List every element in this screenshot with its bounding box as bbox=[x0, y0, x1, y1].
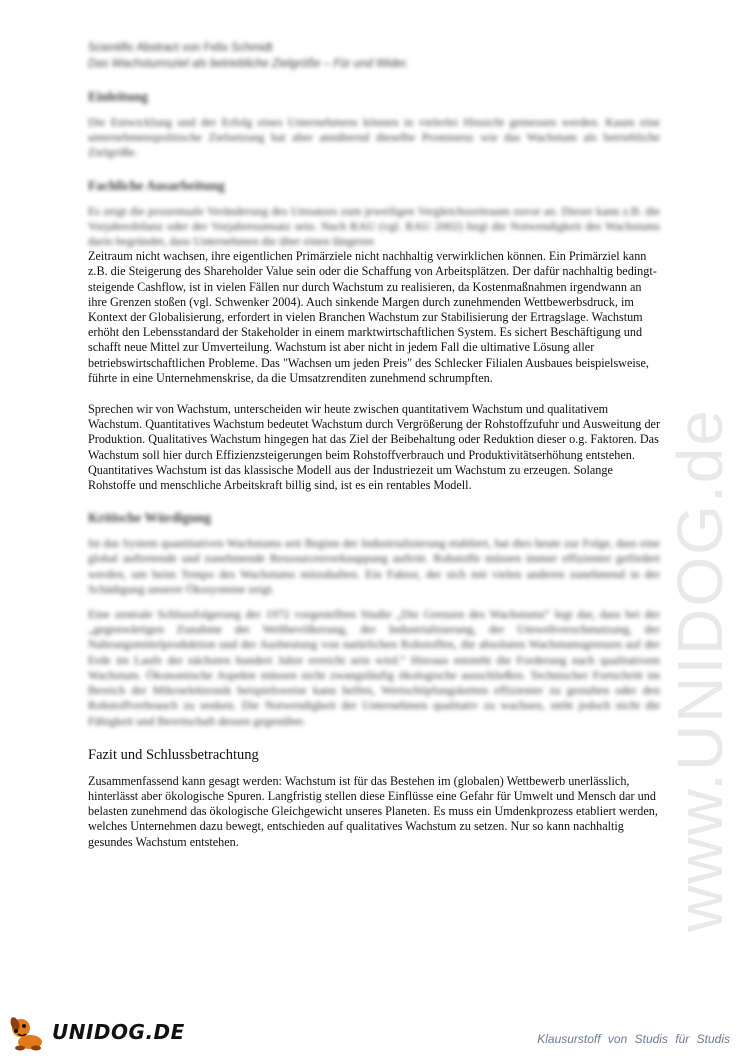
paragraph-fachlich-1-visible: Zeitraum nicht wachsen, ihre eigentlichen Primärziele nicht nachhaltig verwirklichen können. Ein Primärziel kann z.B. die Steigerung des Shareholder Value sein oder die Schaffung von Arbeitsplätzen. Der dafür nachhaltig bedingt-steigende Cashflow, ist in vielen Fällen nur durch Wachstum zu realisieren, da Kostenmaßnahmen irgendwann an ihre Grenzen stoßen (vgl. Schwenker 2004). Auch sinkende Margen durch zunehmenden Wettbewerbsdruck, im Kontext der Globalisierung, erfordert in vielen Branchen Wachstum zur Stabilisierung der Ertragslage. Wachstum erhöht den Lebensstandard der Stakeholder in einem marktwirtschaftlichen System. Es sichert Beschäftigung und schafft neue Mittel zur Umverteilung. Wachstum ist aber nicht in jedem Fall die ultimative Lösung aller betriebswirtschaftlichen Probleme. Das "Wachsen um jeden Preis" des Schlecker Filialen Ausbaues beispielsweise, führte in eine Unternehmenskrise, da die Umsatzrenditen zunehmend schrumpften. bbox=[88, 249, 657, 385]
paragraph-kritik-1: Ist das System quantitativen Wachstums seit Beginn der Industrialisierung etabliert, hat dies heute zur Folge, dass eine global auftretende und zunehmende Ressourcenverknappung auftritt. Rohstoffe müssen immer effizienter gefördert werden, um beim Tempo des Wachstums mitzuhalten. Ein Faktor, der sich mit vielen anderen zunehmend in der Schädigung unserer Ökosysteme zeigt. bbox=[88, 536, 660, 596]
author-line: Scientific Abstract von Felix Schmidt bbox=[88, 42, 273, 54]
paragraph-fazit: Zusammenfassend kann gesagt werden: Wachstum ist für das Bestehen im (globalen) Wettbewerb unerlässlich, hinterlässt aber ökologische Spuren. Langfristig stellen diese Einflüsse eine Gefahr für Umwelt und Mensch dar und belasten zunehmend das ökologische Gleichgewicht unseres Planeten. Es muss ein Umdenkprozess etabliert werden, welches Unternehmen dazu bewegt, entschieden auf qualitatives Wachstum zu setzen. Nur so kann nachhaltig gesundes Wachstum entstehen. bbox=[88, 773, 658, 849]
unidog-logo[interactable] bbox=[8, 1012, 185, 1052]
heading-kritische-wuerdigung: Kritische Würdigung bbox=[88, 510, 212, 526]
paragraph-einleitung: Die Entwicklung und der Erfolg eines Unternehmens können in vielerlei Hinsicht gemessen werden. Kaum eine unternehmenspolitische Zielsetzung hat aber annähernd dieselbe Prominenz wie das Wachstum als betriebliche Zielgröße. bbox=[88, 115, 660, 160]
document-content bbox=[88, 40, 660, 866]
paragraph-fachlich-1-blurred: Es zeigt die prozentuale Veränderung des Umsatzes zum jeweiligen Vergleichszeitraum zuvor an. Dieser kann z.B. die Vorjahresbilanz oder der Vorjahresumsatz sein. Nach RAU (vgl. RAU 2002) liegt die Notwendigkeit des Wachstums darin begründet, dass Unternehmen die über einen längeren bbox=[88, 203, 660, 249]
topic-line: Das Wachstumsziel als betriebliche Zielgröße – Für und Wider. bbox=[88, 58, 409, 70]
document-header bbox=[88, 40, 660, 72]
footer-slogan: Klausurstoff von Studis für Studis bbox=[537, 1032, 730, 1046]
heading-fachliche-ausarbeitung: Fachliche Ausarbeitung bbox=[88, 177, 225, 193]
paragraph-kritik-2: Eine zentrale Schlussfolgerung der 1972 vorgestellten Studie „Die Grenzen des Wachstums“ legt dar, dass bei der „gegenwärtigen Zunahme der Weltbevölkerung, der Industrialisierung, der Umweltverschmutzung, der Nahrungsmittelproduktion und der Ausbeutung von natürlichen Rohstoffen, die absoluten Wachstumsgrenzen auf der Erde im Laufe der nächsten hundert Jahre erreicht sein wird.“ Hieraus entsteht die Forderung nach qualitativem Wachstum. Ökonomische Aspekte müssen nicht zwangsläufig ökologische ausschließen. Technischer Fortschritt im Bereich der Mikroelektronik beispielsweise kann helfen, Wertschöpfungsketten effizienter zu gestalten oder den Rohstoffverbrauch zu senken. Die Notwendigkeit der Unternehmen qualitativ zu wachsen, steht jedoch nicht die Fähigkeit und Bereitschaft dessen gegenüber. bbox=[88, 607, 660, 728]
logo-text: UNIDOG.DE bbox=[52, 1020, 185, 1044]
heading-fazit: Fazit und Schlussbetrachtung bbox=[88, 746, 259, 763]
dog-mascot-icon bbox=[8, 1012, 48, 1052]
paragraph-fachlich-1 bbox=[88, 204, 660, 386]
heading-einleitung: Einleitung bbox=[88, 89, 149, 104]
paragraph-fachlich-2: Sprechen wir von Wachstum, unterscheiden wir heute zwischen quantitativem Wachstum und qualitativem Wachstum. Quantitatives Wachstum bedeutet Wachstum durch Vergrößerung der Rohstoffzufuhr und Ausweitung der Produktion. Qualitatives Wachstum hingegen hat das Ziel der Beibehaltung oder Reduktion dieser o.g. Faktoren. Das Wachstum soll hier durch Effizienzsteigerungen beim Rohstoffverbrauch und Produktivitätserhöhung entstehen. Quantitatives Wachstum ist das klassische Modell aus der Industriezeit um Wachstum zu erzeugen. Solange Rohstoffe und menschliche Arbeitskraft billig sind, ist es ein rentables Modell. bbox=[88, 402, 661, 493]
watermark: www.UNIDOG.de bbox=[664, 408, 736, 932]
